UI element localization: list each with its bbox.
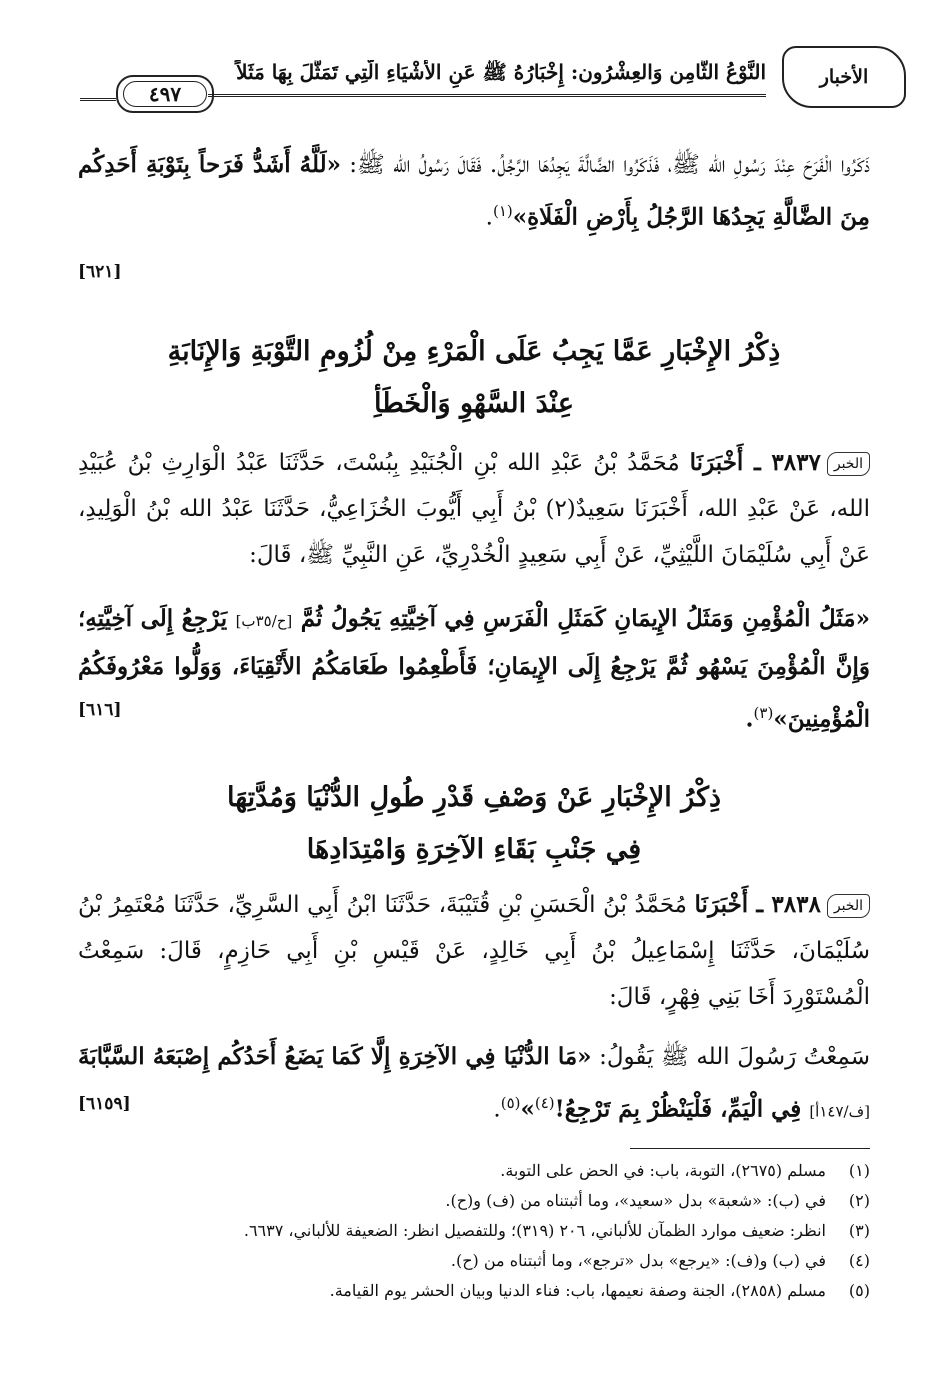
heading-line: عِنْدَ السَّهْوِ وَالْخَطَأِ — [373, 388, 574, 419]
footnote-text: مسلم (٢٨٥٨)، الجنة وصفة نعيمها، باب: فناء الدنيا وبيان الحشر يوم القيامة. — [329, 1281, 826, 1300]
hadith-reference: [٦١٥٩] — [78, 1094, 131, 1114]
page-header — [78, 40, 906, 110]
section-badge: الأخبار — [782, 46, 906, 108]
footnote-number: (١) — [848, 1161, 870, 1180]
footnote-text: مسلم (٢٦٧٥)، التوبة، باب: في الحض على التوبة. — [500, 1161, 826, 1180]
hadith-number: ٣٨٣٨ — [771, 891, 821, 918]
footnote — [78, 1216, 870, 1246]
paragraph-text: ذَكَرُوا الْفَرَحَ عِنْدَ رَسُولِ الله ﷺ، فَذَكَرُوا الضَّالَّةَ يَجِدُهَا الرَّجُلُ. فَقَالَ رَسُولُ الله ﷺ: — [340, 152, 870, 178]
matn-close: » — [520, 1095, 535, 1123]
hadith-reference: [٦١٦] — [78, 700, 122, 720]
hadith-matn: سَمِعْتُ رَسُولَ الله ﷺ يَقُولُ: «مَا الدُّنْيَا فِي الآخِرَةِ إِلَّا كَمَا يَضَعُ أَحَدُكُم إِصْبَعَهُ السَّبَّابَةَ [ف/١٤٧أ] فِي الْيَمِّ، فَلْيَنْظُرْ بِمَ تَرْجِعُ!$^{(٤)}$»$^{(٥)}$. — [78, 1043, 871, 1123]
footnote — [78, 1156, 870, 1186]
footnote-number: (٤) — [848, 1251, 870, 1270]
paragraph-continuation: ذَكَرُوا الْفَرَحَ عِنْدَ رَسُولِ الله ﷺ، فَذَكَرُوا الضَّالَّةَ يَجِدُهَا الرَّجُلُ. فَقَالَ رَسُولُ الله ﷺ: «لَلَّهُ أَشَدُّ فَرَحاً بِتَوْبَةِ أَحَدِكُم مِنَ الضَّالَّةِ يَجِدُهَا الرَّجُلُ بِأَرْضِ الْفَلَاةِ»$^{(١)}$. — [78, 151, 870, 231]
matn-text: يَرْجِعُ إِلَى آخِيَّتِهِ؛ وَإِنَّ الْمُؤْمِنَ يَسْهُو ثُمَّ يَرْجِعُ إِلَى الإِيمَانِ؛ فَأَطْعِمُوا طَعَامَكُمُ الأَتْقِيَاءَ، وَوَلُّوا مَعْرُوفَكُمُ الْمُؤْمِنِينَ» — [78, 605, 870, 733]
section-heading — [78, 326, 870, 430]
hadith-reference: [٦٢١] — [78, 262, 122, 282]
footnote-marker: (٣) — [753, 704, 774, 722]
footnote-text: في (ب) و(ف): «يرجع» بدل «ترجع»، وما أثبتناه من (ح). — [450, 1251, 826, 1270]
matn-text: «مَا الدُّنْيَا فِي الآخِرَةِ إِلَّا كَمَا يَضَعُ أَحَدُكُم إِصْبَعَهُ السَّبَّابَةَ — [78, 1043, 592, 1070]
isnad-text: مُحَمَّدُ بْنُ الْحَسَنِ بْنِ قُتَيْبَةَ، حَدَّثَنَا ابْنُ أَبِي السَّرِيِّ، حَدَّثَنَا مُعْتَمِرُ بْنُ سُلَيْمَانَ، حَدَّثَنَا إِسْمَاعِيلُ بْنُ أَبِي خَالِدٍ، عَنْ قَيْسِ بْنِ أَبِي حَازِمٍ، قَالَ: سَمِعْتُ الْمُسْتَوْرِدَ أَخَا بَنِي فِهْرٍ، قَالَ: — [78, 892, 870, 1010]
footnote-number: (٢) — [848, 1191, 870, 1210]
hadith-matn: «لَلَّهُ أَشَدُّ فَرَحاً بِتَوْبَةِ أَحَدِكُم مِنَ الضَّالَّةِ يَجِدُهَا الرَّجُلُ بِأَرْضِ الْفَلَاةِ» — [78, 151, 870, 231]
manuscript-ref: [ح/٣٥ب] — [235, 612, 293, 630]
footnote — [78, 1186, 870, 1216]
footnote-marker: (٤) — [534, 1094, 555, 1112]
hadith-number: ٣٨٣٧ — [771, 449, 821, 476]
heading-line: ذِكْرُ الإِخْبَارِ عَمَّا يَجِبُ عَلَى الْمَرْءِ مِنْ لُزُومِ التَّوْبَةِ وَالإِنَابَةِ — [167, 336, 781, 367]
page-number-text: ٤٩٧ — [148, 82, 182, 106]
khabar-tag: الخبر — [827, 452, 870, 476]
footnote-number: (٣) — [848, 1221, 870, 1240]
hadith-intro: ـ أَخْبَرَنَا — [694, 891, 772, 918]
khabar-tag: الخبر — [827, 894, 870, 918]
footnote-text: في (ب): «شعبة» بدل «سعيد»، وما أثبتناه من (ف) و(ح). — [445, 1191, 826, 1210]
isnad-text: مُحَمَّدُ بْنُ عَبْدِ الله بْنِ الْجُنَيْدِ بِبُسْتَ، حَدَّثَنَا عَبْدُ الْوَارِثِ بْنُ عُبَيْدِ الله، عَنْ عَبْدِ الله، أَخْبَرَنَا سَعِيدٌ(٢) بْنُ أَبِي أَيُّوبَ الخُزَاعِيُّ، حَدَّثَنَا عَبْدُ الله بْنُ الْوَلِيدِ، عَنْ أَبِي سُلَيْمَانَ اللَّيْثِيِّ، عَنْ أَبِي سَعِيدٍ الْخُدْرِيِّ، عَنِ النَّبِيِّ ﷺ، قَالَ: — [78, 450, 871, 568]
section-heading — [78, 772, 870, 876]
footnotes — [78, 1156, 870, 1306]
footnote — [78, 1246, 870, 1276]
chapter-title: النَّوْعُ الثَّامِن وَالعِشْرُون: إِخْبَارُهُ ﷺ عَنِ الأَشْيَاءِ الَّتِي تَمَثَّلَ بِهَا مَثَلاً — [236, 60, 766, 84]
matn-text: «مَثَلُ الْمُؤْمِنِ وَمَثَلُ الإِيمَانِ كَمَثَلِ الْفَرَسِ فِي آخِيَّتِهِ يَجُولُ ثُمَّ — [292, 605, 870, 632]
hadith-matn: «مَثَلُ الْمُؤْمِنِ وَمَثَلُ الإِيمَانِ كَمَثَلِ الْفَرَسِ فِي آخِيَّتِهِ يَجُولُ ثُمَّ [ح/٣٥ب] يَرْجِعُ إِلَى آخِيَّتِهِ؛ وَإِنَّ الْمُؤْمِنَ يَسْهُو ثُمَّ يَرْجِعُ إِلَى الإِيمَانِ؛ فَأَطْعِمُوا طَعَامَكُمُ الأَتْقِيَاءَ، وَوَلُّوا مَعْرُوفَكُمُ الْمُؤْمِنِينَ»$^{(٣)}$. — [78, 605, 870, 733]
footnote-marker: (٥) — [500, 1094, 521, 1112]
hadith-isnad — [78, 882, 870, 1020]
footnote-number: (٥) — [848, 1281, 870, 1300]
hadith-isnad — [78, 440, 870, 578]
footnote-separator — [630, 1148, 870, 1149]
footnote — [78, 1276, 870, 1306]
page-number-rule — [80, 98, 116, 101]
matn-text: فِي الْيَمِّ، فَلْيَنْظُرْ بِمَ تَرْجِعُ! — [554, 1095, 810, 1123]
heading-line: ذِكْرُ الإِخْبَارِ عَنْ وَصْفِ قَدْرِ طُولِ الدُّنْيَا وَمُدَّتِهَا — [227, 782, 721, 813]
footnote-marker: (١) — [492, 202, 513, 220]
manuscript-ref: [ف/١٤٧أ] — [809, 1102, 870, 1121]
heading-line: فِي جَنْبِ بَقَاءِ الآخِرَةِ وَامْتِدَادِهَا — [306, 834, 642, 865]
footnote-text: انظر: ضعيف موارد الظمآن للألباني، ٢٠٦ (٣١٩)؛ وللتفصيل انظر: الضعيفة للألباني، ٦٦٣٧. — [243, 1221, 826, 1240]
matn-intro: سَمِعْتُ رَسُولَ الله ﷺ يَقُولُ: — [591, 1044, 871, 1070]
page-number — [116, 75, 214, 113]
header-rule — [208, 94, 766, 97]
hadith-intro: ـ أَخْبَرَنَا — [689, 449, 772, 476]
